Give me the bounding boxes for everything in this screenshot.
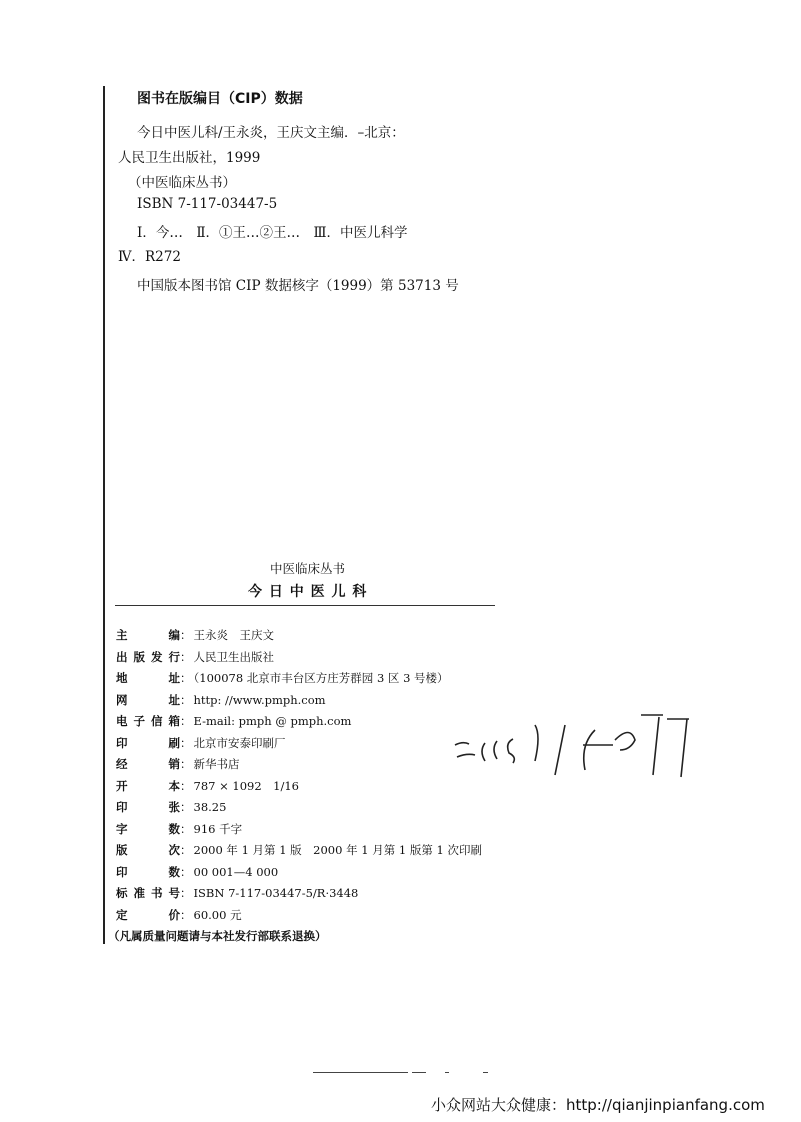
colon: ：	[180, 886, 192, 900]
divider	[115, 605, 495, 606]
colon: ：	[180, 628, 192, 642]
info-row	[116, 627, 274, 643]
info-row	[116, 907, 242, 923]
info-key: 字数	[116, 821, 180, 836]
colon: ：	[180, 649, 192, 664]
info-value: 北京市安泰印刷厂	[193, 735, 286, 750]
series-title: 中医临床丛书	[270, 561, 346, 576]
info-key: 版次	[116, 843, 180, 857]
info-value: 2000 年 1 月第 1 版 2000 年 1 月第 1 版第 1 次印刷	[193, 843, 482, 857]
scan-mark	[412, 1072, 426, 1073]
info-value: E-mail: pmph @ pmph.com	[193, 714, 352, 728]
cip-isbn: ISBN 7-117-03447-5	[137, 196, 278, 212]
info-key: 地址	[116, 671, 180, 685]
info-key: 网址	[116, 692, 180, 707]
info-row	[116, 864, 278, 880]
book-title: 今 日 中 医 儿 科	[248, 584, 368, 600]
info-value: ISBN 7-117-03447-5/R·3448	[193, 886, 359, 900]
colon: ：	[180, 692, 192, 707]
info-row	[116, 692, 326, 708]
scan-mark	[313, 1072, 408, 1073]
colon: ：	[180, 907, 192, 922]
info-value: http: //www.pmph.com	[193, 692, 326, 707]
info-key: 主编	[116, 628, 180, 642]
info-key: 出版发行	[116, 649, 180, 664]
return-notice: （凡属质量问题请与本社发行部联系退换）	[108, 929, 327, 943]
info-key: 标准书号	[116, 886, 180, 900]
info-key: 经销	[116, 757, 180, 771]
colon: ：	[180, 778, 192, 793]
info-key: 印数	[116, 864, 180, 879]
info-key: 定价	[116, 907, 180, 922]
info-row	[116, 735, 286, 751]
info-value: 787 × 1092 1/16	[193, 778, 299, 793]
scan-mark	[445, 1072, 449, 1073]
info-value: （100078 北京市丰台区方庄芳群园 3 区 3 号楼）	[193, 671, 449, 685]
info-key: 电子信箱	[116, 714, 180, 728]
info-row	[116, 649, 274, 665]
scan-mark	[483, 1072, 488, 1073]
colon: ：	[180, 843, 192, 857]
info-row	[116, 778, 299, 794]
cip-line: Ⅳ．R272	[118, 249, 181, 265]
info-key: 印张	[116, 800, 180, 814]
info-row	[116, 885, 358, 901]
info-row	[116, 821, 242, 837]
info-row	[116, 842, 482, 858]
handwritten-call-number	[445, 705, 695, 795]
info-value: 60.00 元	[193, 907, 242, 922]
colon: ：	[180, 821, 192, 836]
cip-heading: 图书在版编目（CIP）数据	[137, 91, 303, 107]
colon: ：	[180, 671, 192, 685]
info-value: 王永炎 王庆文	[193, 628, 274, 642]
info-row	[116, 713, 351, 729]
colon: ：	[180, 757, 192, 771]
info-value: 38.25	[193, 800, 227, 814]
cip-line: 人民卫生出版社，1999	[118, 150, 261, 166]
info-row	[116, 799, 226, 815]
info-value: 新华书店	[193, 757, 240, 771]
colon: ：	[180, 714, 192, 728]
info-value: 人民卫生出版社	[193, 649, 274, 664]
info-value: 00 001—4 000	[193, 864, 279, 879]
cip-line: 中国版本图书馆 CIP 数据核字（1999）第 53713 号	[137, 278, 459, 294]
info-row	[116, 756, 240, 772]
watermark-footer: 小众网站大众健康：http://qianjinpianfang.com	[431, 1096, 765, 1114]
colon: ：	[180, 735, 192, 750]
info-row	[116, 670, 449, 686]
margin-line	[103, 86, 105, 944]
cip-line: （中医临床丛书）	[128, 175, 236, 191]
colon: ：	[180, 864, 192, 879]
info-value: 916 千字	[193, 821, 243, 836]
cip-line: 今日中医儿科/王永炎，王庆文主编．–北京：	[137, 125, 405, 141]
info-key: 开本	[116, 778, 180, 793]
info-key: 印刷	[116, 735, 180, 750]
colon: ：	[180, 800, 192, 814]
cip-line: Ⅰ．今… Ⅱ．①王…②王… Ⅲ．中医儿科学	[137, 225, 408, 241]
